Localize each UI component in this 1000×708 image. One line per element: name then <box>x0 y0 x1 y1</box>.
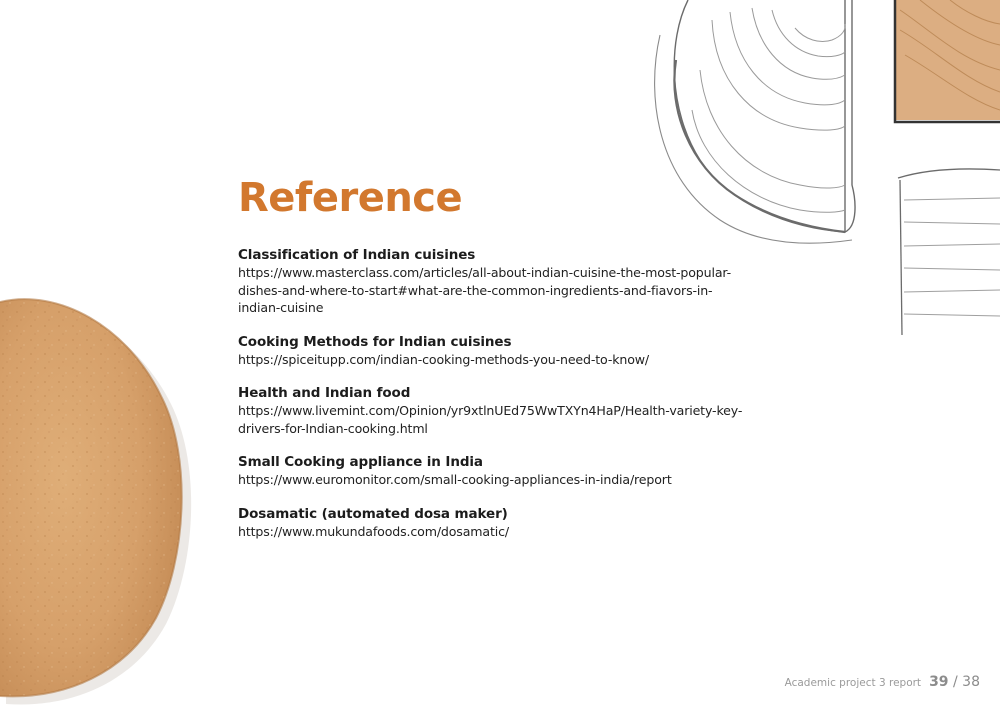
reference-title: Classification of Indian cuisines <box>238 247 476 263</box>
reference-url[interactable]: https://www.euromonitor.com/small-cooking-appliances-in-india/report <box>238 472 672 487</box>
reference-url[interactable]: https://www.mukundafoods.com/dosamatic/ <box>238 523 509 539</box>
reference-title: Dosamatic (automated dosa maker) <box>238 505 508 522</box>
reference-url[interactable]: drivers-for-Indian-cooking.html <box>238 420 428 436</box>
reference-title: Small Cooking appliance in India <box>238 454 483 470</box>
reference-title: Cooking Methods for Indian cuisines <box>238 333 512 350</box>
page-footer <box>785 674 980 690</box>
current-page-number: 39 <box>929 674 949 690</box>
total-pages: 38 <box>962 674 980 690</box>
reference-item <box>238 453 778 489</box>
reference-item <box>238 246 778 317</box>
reference-item <box>238 333 778 369</box>
reference-url[interactable]: https://www.masterclass.com/articles/all-about-indian-cuisine-the-most-popular- <box>238 265 732 280</box>
reference-url[interactable]: https://www.livemint.com/Opinion/yr9xtlnUEd75WwTXYn4HaP/Health-variety-key- <box>238 403 743 418</box>
reference-item <box>238 384 778 437</box>
reference-item <box>238 505 778 541</box>
page-separator: / <box>953 674 958 690</box>
reference-url[interactable]: https://spiceitupp.com/indian-cooking-methods-you-need-to-know/ <box>238 351 649 367</box>
footer-report-label: Academic project 3 report <box>784 677 922 689</box>
page-title: Reference <box>238 175 463 221</box>
reference-list <box>238 246 778 556</box>
reference-url[interactable]: dishes-and-where-to-start#what-are-the-common-ingredients-and-fiavors-in- <box>238 282 713 298</box>
page-number <box>929 674 980 690</box>
reference-url[interactable]: indian-cuisine <box>238 300 324 315</box>
reference-title: Health and Indian food <box>238 385 411 401</box>
